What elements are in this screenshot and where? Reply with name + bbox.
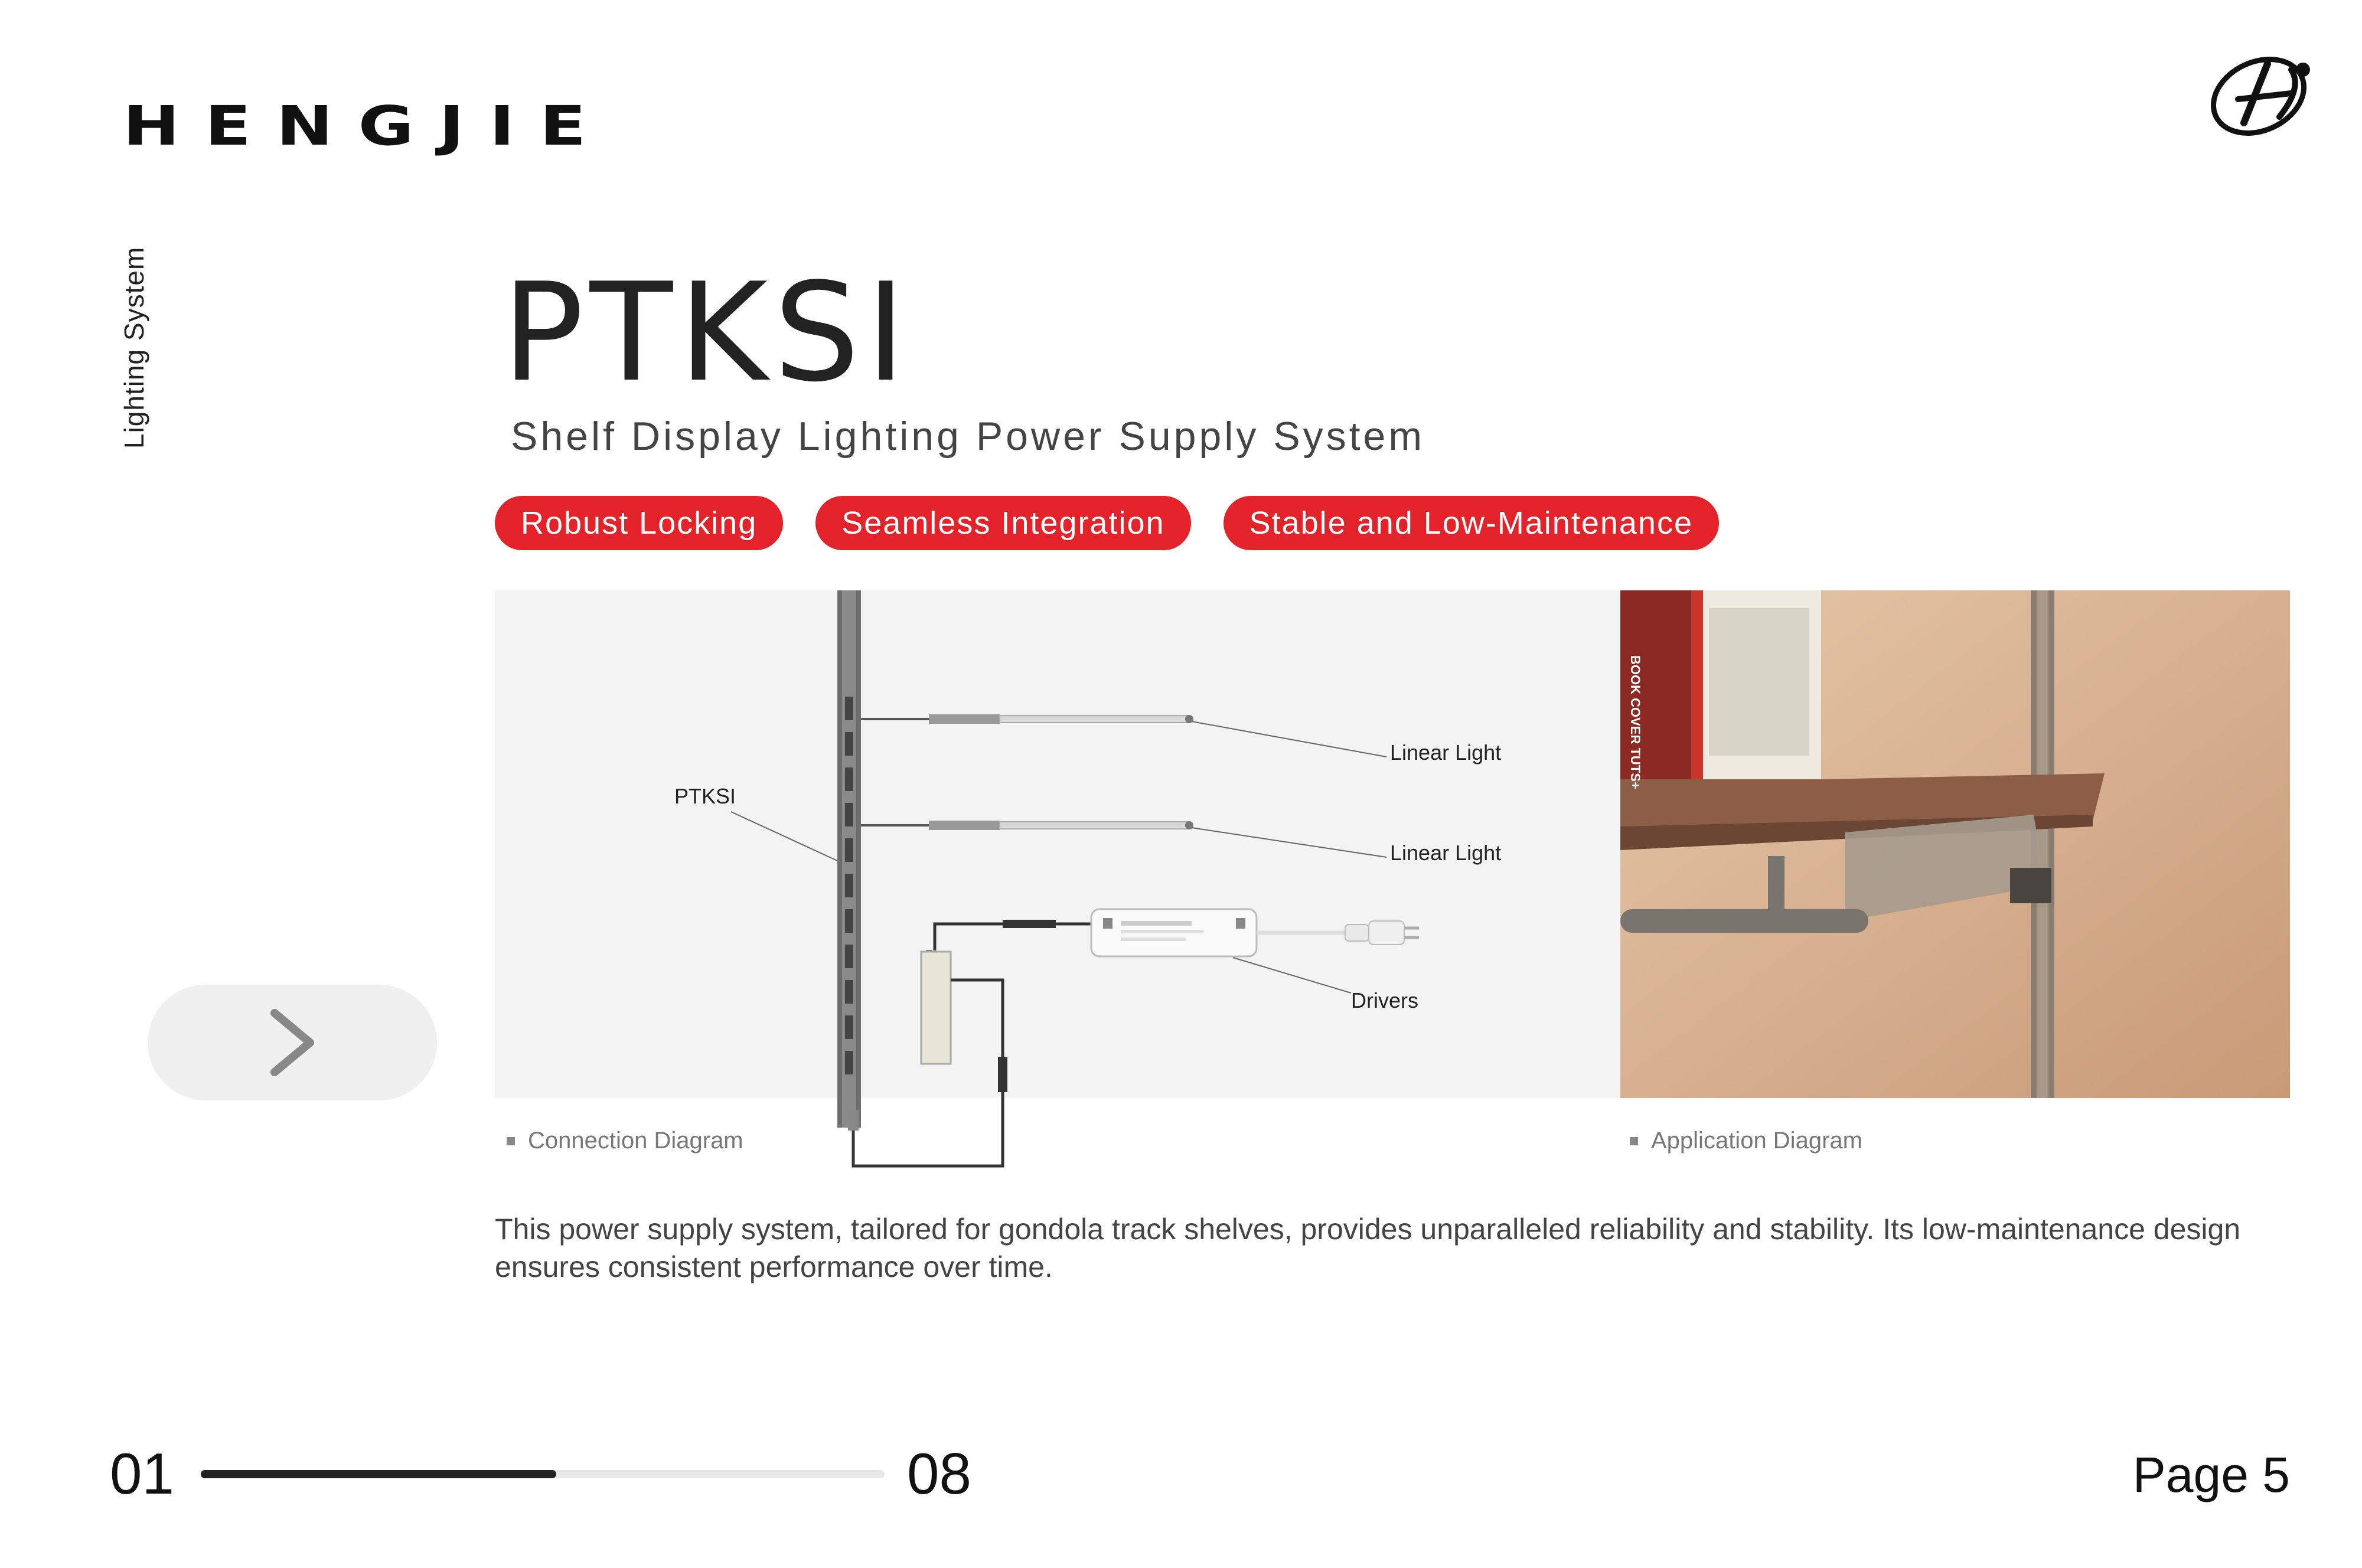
page-subtitle: Shelf Display Lighting Power Supply System — [511, 414, 1425, 459]
caption-application — [1630, 1128, 1862, 1154]
shelf-illustration — [1620, 590, 2290, 1098]
wiring-diagram — [495, 590, 1620, 1181]
application-photo — [1620, 590, 2290, 1098]
caption-connection — [507, 1128, 743, 1154]
description-text: This power supply system, tailored for gondola track shelves, provides unparalleled reliability and stability. Its low-maintenance design ensures consistent performance over time. — [495, 1213, 2241, 1283]
tag-robust-locking: Robust Locking — [495, 496, 783, 550]
tag-stable-low-maintenance: Stable and Low-Maintenance — [1224, 496, 1719, 550]
label-linear-light-1: Linear Light — [1390, 740, 1502, 765]
brand-wordmark: HENGJIE — [123, 94, 612, 158]
label-drivers: Drivers — [1351, 988, 1418, 1012]
page-title: PTKSI — [502, 254, 912, 412]
tag-seamless-integration: Seamless Integration — [815, 496, 1190, 550]
bullet-square-icon — [507, 1137, 515, 1145]
bullet-square-icon — [1630, 1137, 1638, 1145]
book-spine-text: BOOK COVER TUTS+ — [1628, 655, 1643, 789]
page-number: Page 5 — [2132, 1447, 2290, 1502]
page-range-start: 01 — [110, 1441, 175, 1506]
next-button[interactable] — [148, 985, 437, 1100]
label-linear-light-2: Linear Light — [1390, 841, 1502, 865]
brand-logo-icon — [2203, 46, 2321, 141]
caption-application-text: Application Diagram — [1651, 1128, 1862, 1154]
connection-diagram — [495, 590, 1620, 1098]
progress-fill — [201, 1470, 556, 1478]
side-section-label: Lighting System — [119, 246, 149, 449]
feature-tags — [495, 496, 1719, 550]
label-ptksi: PTKSI — [674, 784, 736, 808]
page-range-end: 08 — [907, 1441, 972, 1506]
chevron-right-icon — [148, 985, 437, 1100]
caption-connection-text: Connection Diagram — [528, 1128, 743, 1154]
